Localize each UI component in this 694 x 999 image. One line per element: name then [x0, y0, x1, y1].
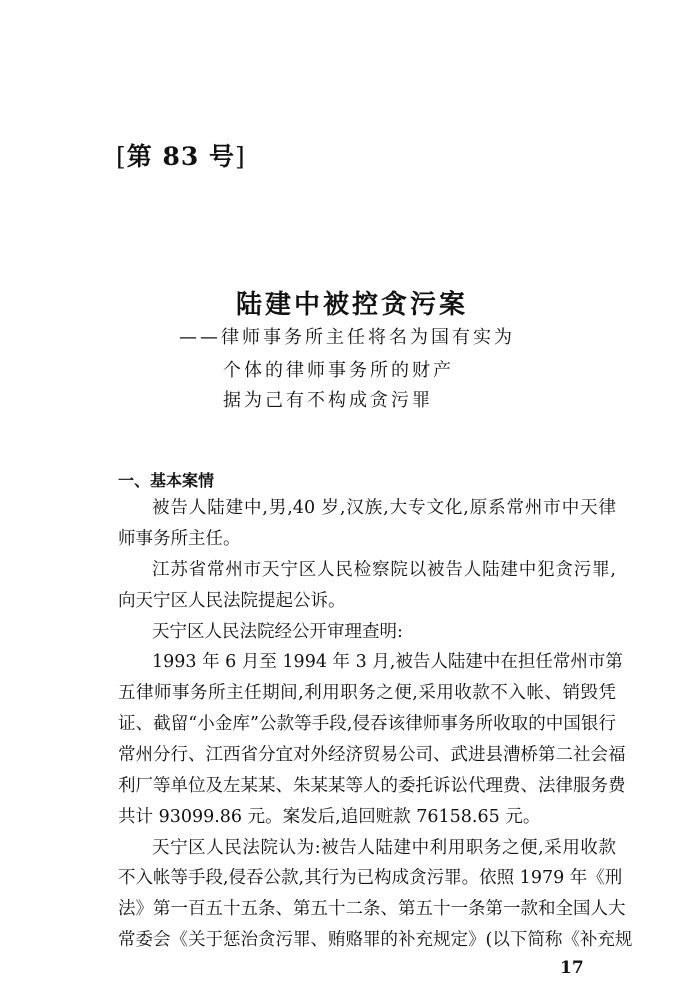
body-line: 江苏省常州市天宁区人民检察院以被告人陆建中犯贪污罪,: [152, 560, 616, 580]
page-number: 17: [560, 958, 584, 978]
body-line: 法》第一百五十五条、第五十二条、第五十一条第一款和全国人大: [118, 899, 626, 919]
body-line: 师事务所主任。: [118, 529, 241, 549]
body-line: 证、截留“小金库”公款等手段,侵吞该律师事务所收取的中国银行: [118, 714, 616, 734]
body-line: 共计 93099.86 元。案发后,追回赃款 76158.65 元。: [118, 807, 541, 827]
case-number: [116, 142, 246, 172]
subtitle-line-1: ——律师事务所主任将名为国有实为: [179, 327, 515, 348]
body-line: 不入帐等手段,侵吞公款,其行为已构成贪污罪。依照 1979 年《刑: [118, 868, 623, 888]
body-line: 常委会《关于惩治贪污罪、贿赂罪的补充规定》(以下简称《补充规: [118, 930, 633, 950]
subtitle-line-3: 据为己有不构成贪污罪: [223, 390, 433, 411]
subtitle-line-2: 个体的律师事务所的财产: [223, 360, 454, 381]
body-line: 常州分行、江西省分宜对外经济贸易公司、武进县漕桥第二社会福: [118, 745, 626, 765]
body-line: 利厂等单位及左某某、朱某某等人的委托诉讼代理费、法律服务费: [118, 776, 626, 796]
body-line: 天宁区人民法院认为:被告人陆建中利用职务之便,采用收款: [152, 838, 616, 858]
case-number-text: 第 83 号: [126, 142, 235, 171]
bracket-close: ]: [234, 142, 246, 171]
body-line: 天宁区人民法院经公开审理查明:: [152, 622, 403, 642]
bracket-open: [: [116, 142, 127, 171]
body-line: 1993 年 6 月至 1994 年 3 月,被告人陆建中在担任常州市第: [152, 652, 623, 672]
case-title: 陆建中被控贪污案: [236, 290, 469, 320]
section-heading: 一、基本案情: [118, 471, 215, 490]
body-line: 向天宁区人民法院提起公诉。: [118, 591, 346, 611]
body-line: 五律师事务所主任期间,利用职务之便,采用收款不入帐、销毁凭: [118, 683, 616, 703]
body-line: 被告人陆建中,男,40 岁,汉族,大专文化,原系常州市中天律: [152, 498, 616, 518]
